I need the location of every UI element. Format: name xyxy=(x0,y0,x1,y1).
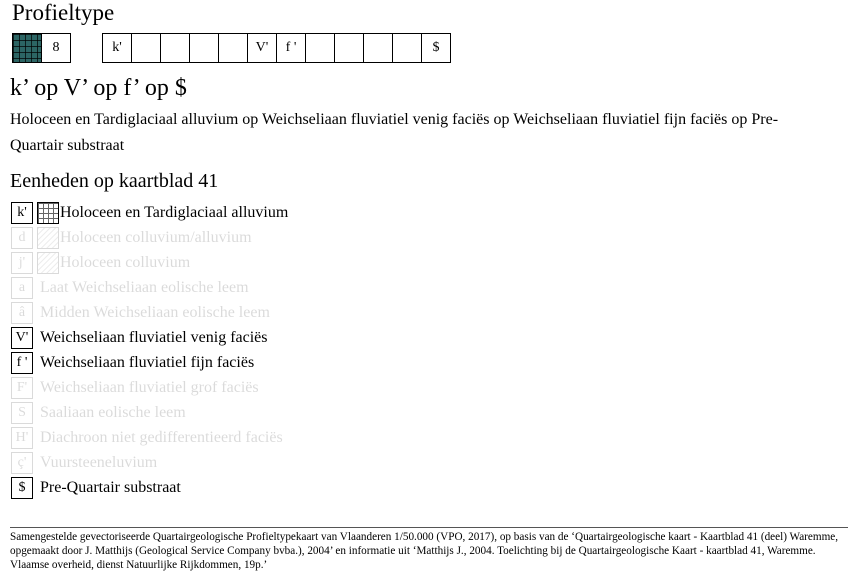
page-title: Profieltype xyxy=(12,0,115,25)
unit-row xyxy=(11,352,254,374)
unit-row xyxy=(11,477,181,499)
profile-formula: k’ op V’ op f’ op $ xyxy=(10,75,187,101)
unit-row xyxy=(11,252,190,274)
unit-label: Holoceen colluvium xyxy=(60,254,191,271)
unit-label: Weichseliaan fluviatiel grof faciës xyxy=(40,379,259,396)
unit-pattern-swatch xyxy=(37,227,59,249)
unit-row xyxy=(11,302,270,324)
profile-cell xyxy=(305,33,335,63)
unit-label: Midden Weichseliaan eolische leem xyxy=(40,304,270,321)
profile-cell xyxy=(334,33,364,63)
profile-cell: $ xyxy=(421,33,451,63)
unit-label: Weichseliaan fluviatiel venig faciës xyxy=(40,329,268,346)
unit-code: a xyxy=(11,277,33,299)
unit-row xyxy=(11,202,288,224)
profile-cell xyxy=(363,33,393,63)
profile-number: 8 xyxy=(41,33,71,63)
unit-label: Pre-Quartair substraat xyxy=(40,479,181,496)
unit-label: Holoceen colluvium/alluvium xyxy=(60,229,252,246)
unit-label: Diachroon niet gedifferentieerd faciës xyxy=(40,429,283,446)
profile-cell: V' xyxy=(247,33,277,63)
unit-code: S xyxy=(11,402,33,424)
unit-row xyxy=(11,277,249,299)
unit-label: Weichseliaan fluviatiel fijn faciës xyxy=(40,354,255,371)
profile-cell: f ' xyxy=(276,33,306,63)
unit-row xyxy=(11,227,252,249)
unit-code: $ xyxy=(11,477,33,499)
unit-row xyxy=(11,452,157,474)
unit-row xyxy=(11,402,186,424)
footer-divider xyxy=(10,527,848,528)
profile-cell: k' xyxy=(102,33,132,63)
unit-label: Vuursteeneluvium xyxy=(40,454,158,471)
unit-code: V' xyxy=(11,327,33,349)
unit-row xyxy=(11,427,283,449)
profile-cell xyxy=(218,33,248,63)
unit-code: f ' xyxy=(11,352,33,374)
profile-column-row xyxy=(102,33,451,63)
unit-code: â xyxy=(11,302,33,324)
unit-pattern-swatch xyxy=(37,202,59,224)
unit-code: j' xyxy=(11,252,33,274)
profile-description: Holoceen en Tardiglaciaal alluvium op Weichseliaan fluviatiel venig faciës op Weichseliaan fluviatiel fijn faciës op Pre-Quartair substraat xyxy=(10,111,779,154)
unit-label: Saaliaan eolische leem xyxy=(40,404,186,421)
profile-swatch-group xyxy=(12,33,71,63)
unit-code: H' xyxy=(11,427,33,449)
unit-row xyxy=(11,327,268,349)
unit-code: F' xyxy=(11,377,33,399)
unit-code: d xyxy=(11,227,33,249)
footer-source-note: Samengestelde gevectoriseerde Quartairgeologische Profieltypekaart van Vlaanderen 1/50.000 (VPO, 2017), op basis van de ‘Quartairgeologische kaart - Kaartblad 41 (deel) Waremme, opgemaakt door J. Matthijs (Geological Service Company bvba.), 2004’ en informatie uit ‘Matthijs J., 2004. Toelichting bij de Quartairgeologische Kaart - kaartblad 41, Waremme. Vlaamse overheid, dienst Natuurlijke Rijkdommen, 19p.’ xyxy=(10,531,839,571)
unit-label: Laat Weichseliaan eolische leem xyxy=(40,279,249,296)
profile-cell xyxy=(189,33,219,63)
unit-code: ç' xyxy=(11,452,33,474)
unit-label: Holoceen en Tardiglaciaal alluvium xyxy=(60,204,289,221)
profile-cell xyxy=(160,33,190,63)
units-heading: Eenheden op kaartblad 41 xyxy=(10,170,219,192)
unit-row xyxy=(11,377,259,399)
profile-color-swatch xyxy=(12,33,42,63)
unit-pattern-swatch xyxy=(37,252,59,274)
profile-cell xyxy=(131,33,161,63)
unit-code: k' xyxy=(11,202,33,224)
profile-cell xyxy=(392,33,422,63)
